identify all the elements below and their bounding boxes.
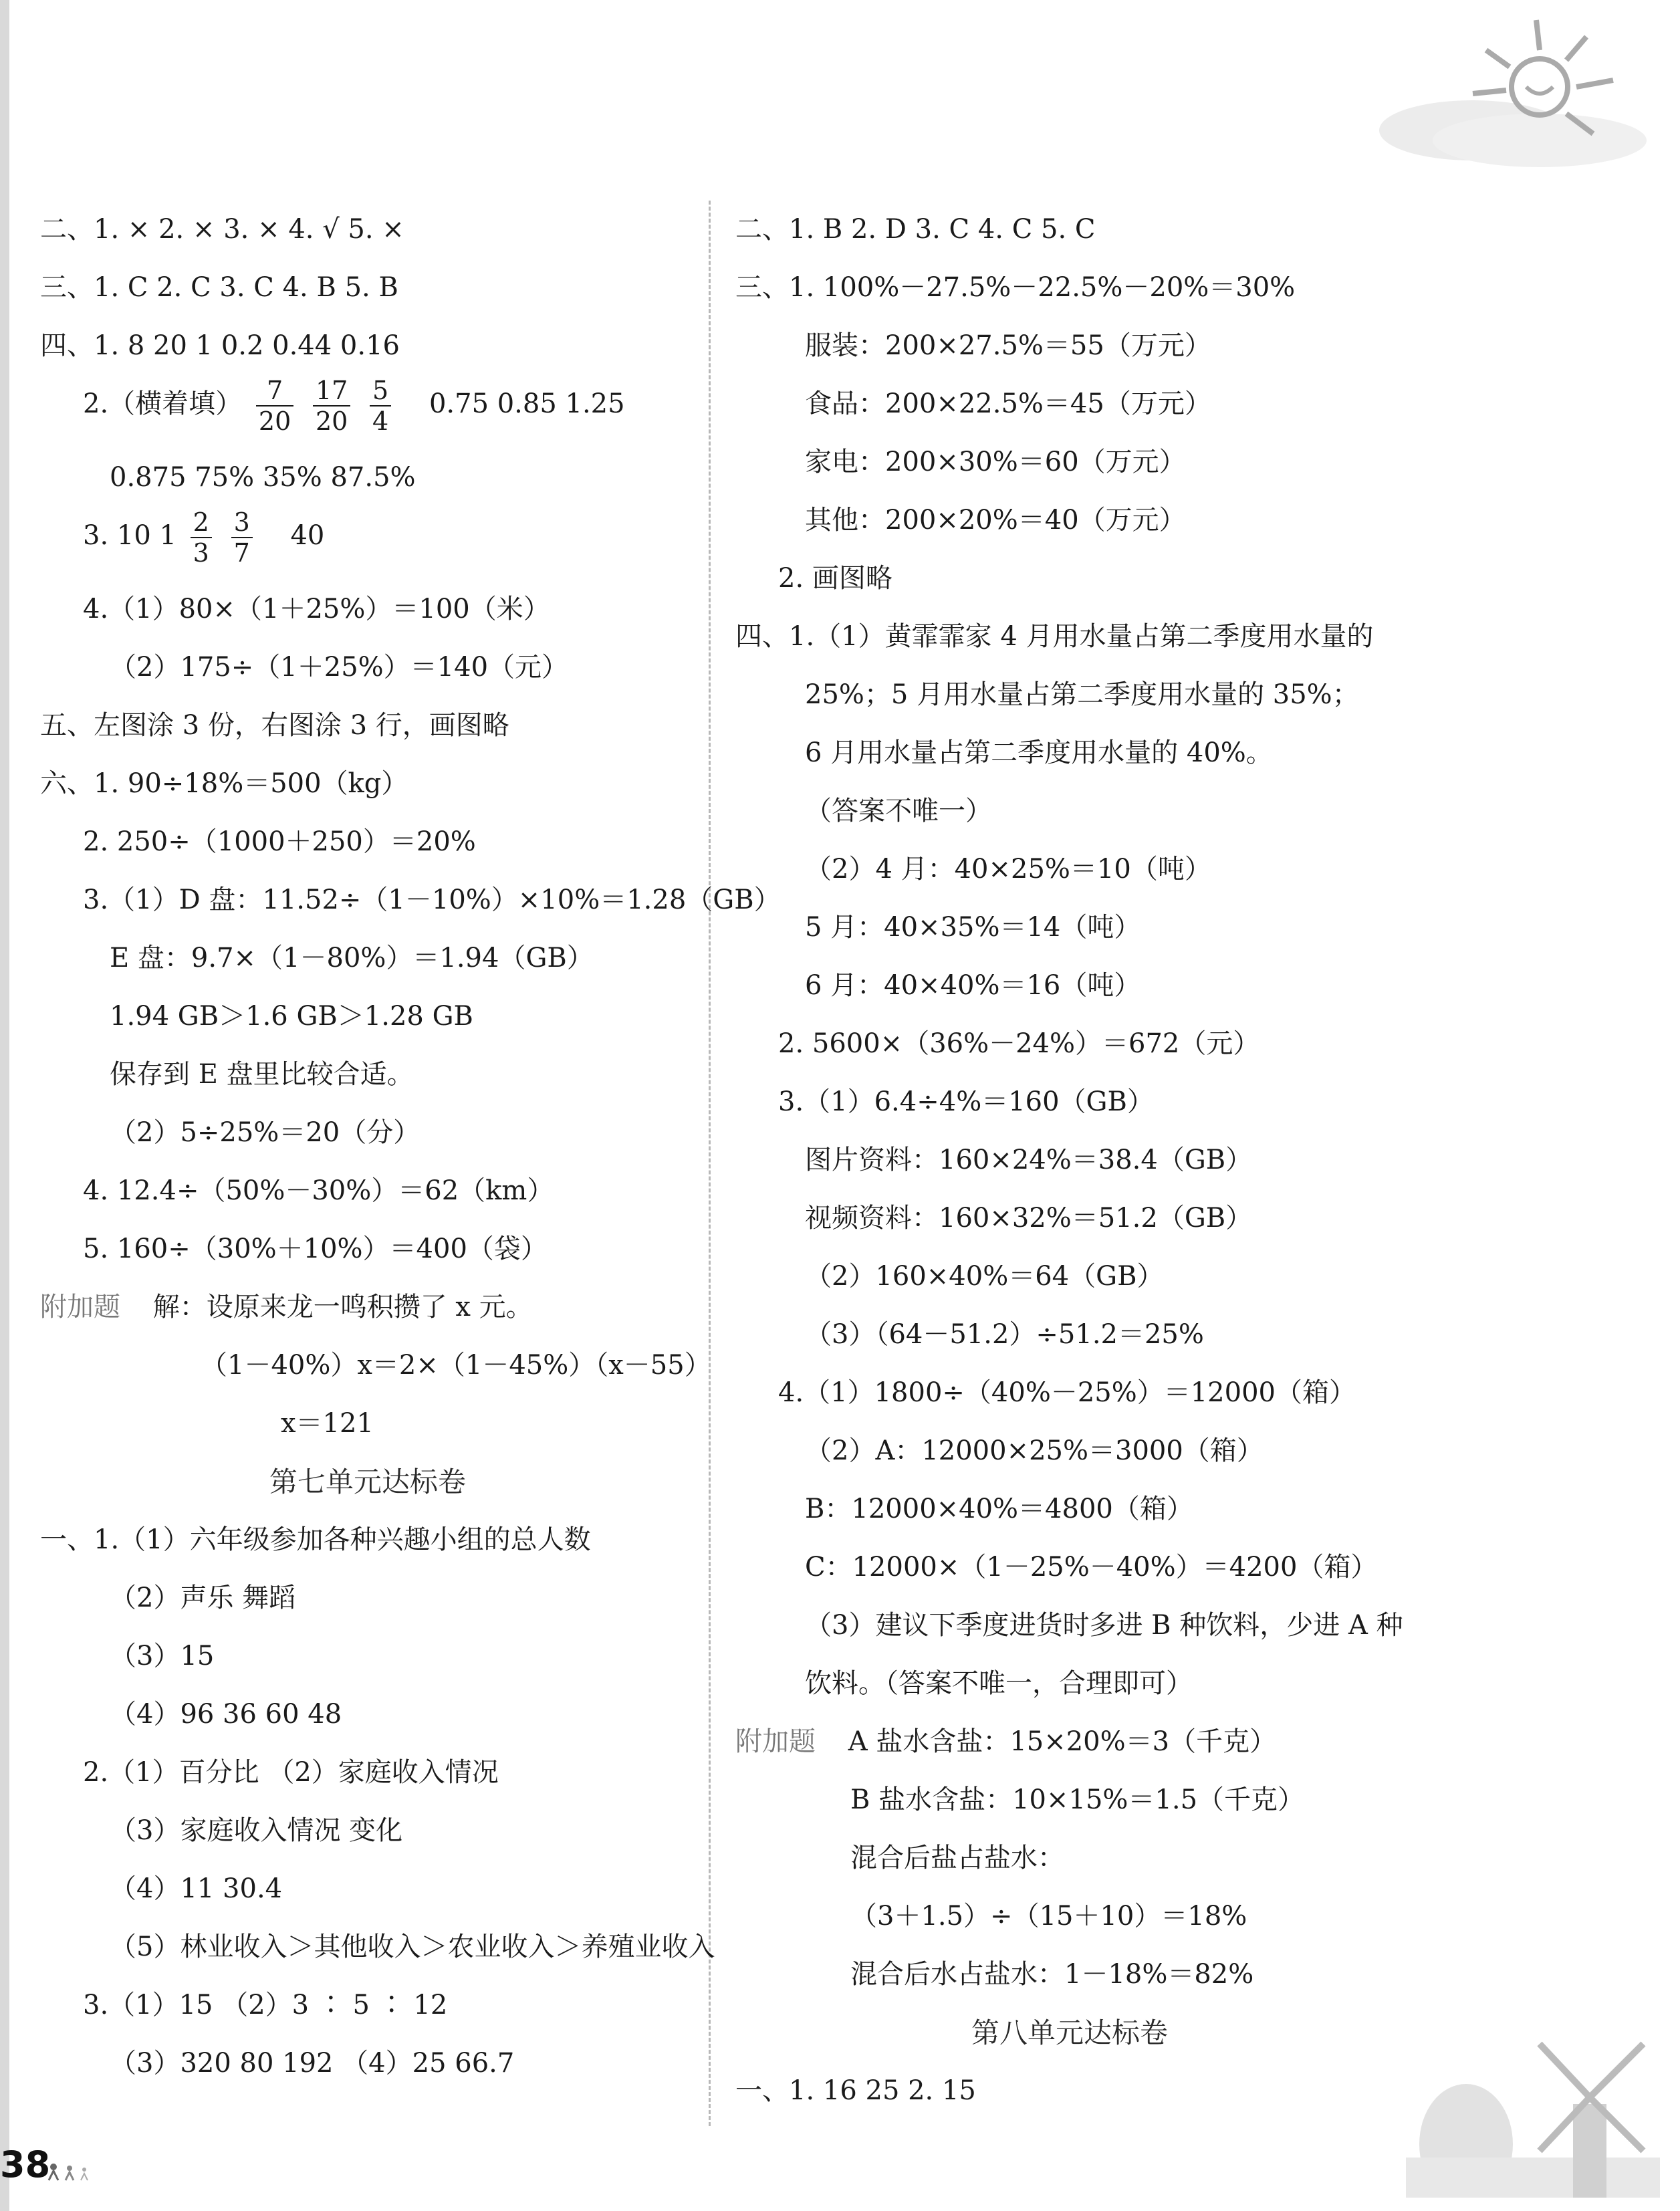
answer-line: 四、1.（1）黄霏霏家 4 月用水量占第二季度用水量的 bbox=[735, 621, 1374, 652]
answer-text: A 盐水含盐：15×20%＝3（千克） bbox=[848, 1726, 1277, 1757]
answer-line: 混合后盐占盐水： bbox=[850, 1843, 1064, 1873]
answer-line: （3）家庭收入情况 变化 bbox=[110, 1815, 403, 1846]
answer-line: 二、1. × 2. × 3. × 4. √ 5. × bbox=[40, 214, 404, 245]
answer-line: 6 月：40×40%＝16（吨） bbox=[805, 970, 1141, 1001]
answer-line: 保存到 E 盘里比较合适。 bbox=[110, 1059, 414, 1090]
right-column bbox=[735, 201, 1404, 2120]
answer-line: （2）4 月：40×25%＝10（吨） bbox=[805, 854, 1211, 885]
left-column bbox=[40, 201, 781, 2093]
answer-line: 2. 5600×（36%－24%）＝672（元） bbox=[778, 1028, 1260, 1059]
answer-text: 3. 10 1 bbox=[83, 520, 176, 551]
answer-line: 视频资料：160×32%＝51.2（GB） bbox=[805, 1203, 1253, 1234]
answer-line: 六、1. 90÷18%＝500（kg） bbox=[40, 768, 408, 799]
answer-line: 4. 12.4÷（50%－30%）＝62（km） bbox=[83, 1175, 554, 1206]
answer-line: （2）声乐 舞蹈 bbox=[110, 1583, 296, 1613]
answer-line: 4.（1）1800÷（40%－25%）＝12000（箱） bbox=[778, 1377, 1356, 1408]
answer-line: 2.（1）百分比 （2）家庭收入情况 bbox=[83, 1757, 499, 1788]
bonus-question-line bbox=[735, 1713, 1404, 1771]
answer-text: 40 bbox=[290, 520, 325, 551]
section-title-unit7: 第七单元达标卷 bbox=[269, 1466, 466, 1498]
answer-line: x＝121 bbox=[281, 1408, 374, 1439]
fraction: $\frac{7}{20}$ bbox=[256, 376, 293, 436]
answer-line: 3.（1）D 盘：11.52÷（1－10%）×10%＝1.28（GB） bbox=[83, 885, 781, 915]
people-icon bbox=[47, 2162, 94, 2182]
answer-line: B：12000×40%＝4800（箱） bbox=[805, 1494, 1193, 1524]
fraction: $\frac{3}{7}$ bbox=[231, 507, 253, 568]
answer-line: 2. 画图略 bbox=[778, 563, 892, 594]
answer-line: 0.875 75% 35% 87.5% bbox=[110, 462, 416, 493]
answer-line-fractions bbox=[40, 375, 695, 449]
answer-line: 6 月用水量占第二季度用水量的 40%。 bbox=[805, 737, 1273, 768]
answer-line: 图片资料：160×24%＝38.4（GB） bbox=[805, 1145, 1253, 1175]
bonus-question-line bbox=[40, 1278, 695, 1336]
answer-line-fractions bbox=[40, 507, 695, 580]
answer-line: （4）96 36 60 48 bbox=[110, 1699, 342, 1730]
answer-line: （3＋1.5）÷（15＋10）＝18% bbox=[850, 1901, 1247, 1932]
answer-line: （3）320 80 192 （4）25 66.7 bbox=[110, 2048, 515, 2079]
answer-line: 25%；5 月用水量占第二季度用水量的 35%； bbox=[805, 679, 1359, 710]
page-edge bbox=[0, 0, 9, 2211]
answer-line: （2）5÷25%＝20（分） bbox=[110, 1117, 421, 1148]
answer-line: 3.（1）15 （2）3 ∶ 5 ∶ 12 bbox=[83, 1990, 448, 2020]
column-divider bbox=[709, 201, 711, 2126]
answer-line: 其他：200×20%＝40（万元） bbox=[805, 505, 1186, 536]
answer-line: 混合后水占盐水：1－18%＝82% bbox=[850, 1959, 1254, 1990]
answer-line: 饮料。（答案不唯一，合理即可） bbox=[805, 1668, 1193, 1699]
answer-text: 0.75 0.85 1.25 bbox=[429, 388, 625, 419]
answer-line: （1－40%）x＝2×（1－45%）（x－55） bbox=[201, 1350, 711, 1381]
answer-line: 三、1. 100%－27.5%－22.5%－20%＝30% bbox=[735, 272, 1296, 303]
answer-line: 3.（1）6.4÷4%＝160（GB） bbox=[778, 1086, 1154, 1117]
answer-line: 四、1. 8 20 1 0.2 0.44 0.16 bbox=[40, 330, 400, 361]
answer-line: （答案不唯一） bbox=[805, 796, 992, 826]
answer-text: 解：设原来龙一鸣积攒了 x 元。 bbox=[152, 1292, 533, 1322]
answer-line: C：12000×（1－25%－40%）＝4200（箱） bbox=[805, 1552, 1378, 1583]
answer-line: 5 月：40×35%＝14（吨） bbox=[805, 912, 1141, 943]
answer-line: 5. 160÷（30%＋10%）＝400（袋） bbox=[83, 1234, 548, 1264]
answer-text: 2.（横着填） bbox=[83, 388, 243, 419]
page-number: 38 bbox=[0, 2143, 51, 2186]
bonus-tag: 附加题 bbox=[40, 1292, 120, 1322]
sun-cloud-illustration bbox=[1372, 13, 1653, 181]
answer-line: （2）175÷（1＋25%）＝140（元） bbox=[110, 652, 569, 683]
answer-line: 二、1. B 2. D 3. C 4. C 5. C bbox=[735, 214, 1096, 245]
answer-line: （3）建议下季度进货时多进 B 种饮料，少进 A 种 bbox=[805, 1610, 1403, 1641]
answer-line: 4.（1）80×（1＋25%）＝100（米） bbox=[83, 594, 550, 624]
fraction: $\frac{5}{4}$ bbox=[370, 376, 391, 436]
answer-line: B 盐水含盐：10×15%＝1.5（千克） bbox=[850, 1784, 1305, 1815]
section-title-unit8: 第八单元达标卷 bbox=[971, 2016, 1168, 2049]
answer-line: E 盘：9.7×（1－80%）＝1.94（GB） bbox=[110, 943, 594, 973]
bonus-tag: 附加题 bbox=[735, 1726, 816, 1757]
answer-line: （2）A：12000×25%＝3000（箱） bbox=[805, 1435, 1264, 1466]
answer-line: （4）11 30.4 bbox=[110, 1873, 283, 1904]
answer-line: 家电：200×30%＝60（万元） bbox=[805, 447, 1186, 477]
answer-line: 一、1.（1）六年级参加各种兴趣小组的总人数 bbox=[40, 1524, 591, 1555]
answer-line: 一、1. 16 25 2. 15 bbox=[735, 2075, 976, 2106]
answer-line: 服装：200×27.5%＝55（万元） bbox=[805, 330, 1211, 361]
answer-line: 2. 250÷（1000＋250）＝20% bbox=[83, 826, 476, 857]
answer-line: 三、1. C 2. C 3. C 4. B 5. B bbox=[40, 272, 398, 303]
answer-line: （2）160×40%＝64（GB） bbox=[805, 1261, 1164, 1292]
answer-line: 1.94 GB＞1.6 GB＞1.28 GB bbox=[110, 1001, 473, 1032]
answer-line: （3）（64－51.2）÷51.2＝25% bbox=[805, 1319, 1204, 1350]
fraction: $\frac{2}{3}$ bbox=[191, 507, 212, 568]
answer-line: 食品：200×22.5%＝45（万元） bbox=[805, 388, 1211, 419]
fraction: $\frac{17}{20}$ bbox=[313, 376, 350, 436]
windmill-illustration bbox=[1406, 2024, 1660, 2198]
answer-line: 五、左图涂 3 份，右图涂 3 行，画图略 bbox=[40, 710, 509, 741]
answer-line: （5）林业收入＞其他收入＞农业收入＞养殖业收入 bbox=[110, 1932, 715, 1962]
answer-line: （3）15 bbox=[110, 1641, 215, 1671]
